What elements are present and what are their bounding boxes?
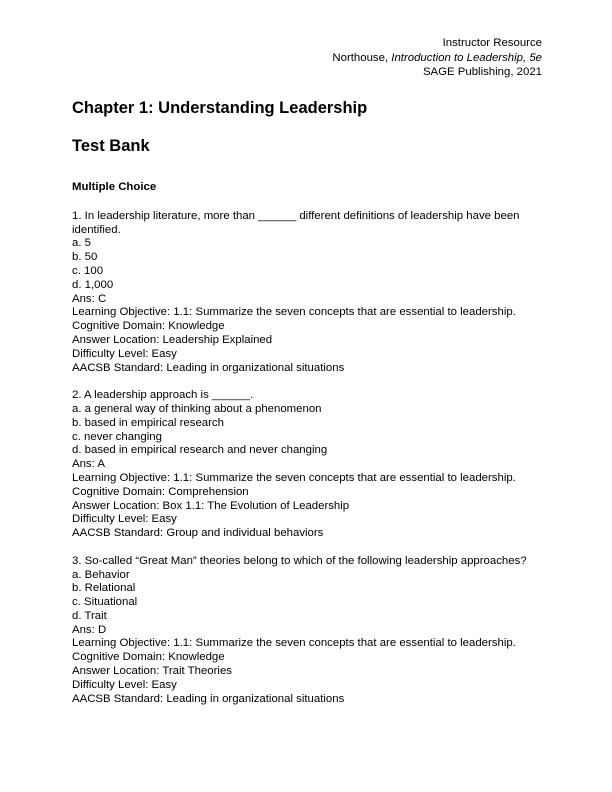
chapter-title: Chapter 1: Understanding Leadership	[72, 98, 368, 117]
question-option: c. Situational	[72, 596, 138, 609]
question-item	[72, 555, 542, 707]
question-stem: 3. So-called “Great Man” theories belong to which of the following leadership approaches?	[72, 554, 527, 567]
question-option: a. Behavior	[72, 568, 130, 581]
header-book	[72, 51, 542, 66]
aacsb-standard: AACSB Standard: Group and individual behaviors	[72, 527, 324, 540]
question-answer: Ans: A	[72, 458, 105, 471]
difficulty-level: Difficulty Level: Easy	[72, 347, 177, 360]
test-bank-heading: Test Bank	[72, 136, 150, 155]
question-item	[72, 210, 542, 376]
question-option: c. never changing	[72, 430, 162, 443]
answer-location: Answer Location: Box 1.1: The Evolution of Leadership	[72, 499, 350, 512]
header-author: Northouse,	[332, 51, 392, 64]
learning-objective: Learning Objective: 1.1: Summarize the seven concepts that are essential to leadership.	[72, 306, 516, 319]
question-option: d. Trait	[72, 609, 107, 622]
question-option: a. 5	[72, 237, 91, 250]
question-option: d. based in empirical research and never changing	[72, 444, 328, 457]
difficulty-level: Difficulty Level: Easy	[72, 513, 177, 526]
header-publisher: SAGE Publishing, 2021	[422, 66, 542, 79]
question-list	[72, 210, 542, 707]
header-book-title: Introduction to Leadership, 5e	[391, 51, 542, 64]
question-stem: 1. In leadership literature, more than ______ different definitions of leadership have been identified.	[72, 209, 520, 236]
header-resource: Instructor Resource	[442, 37, 542, 49]
question-option: d. 1,000	[72, 278, 114, 291]
question-stem: 2. A leadership approach is ______.	[72, 389, 254, 402]
question-option: b. Relational	[72, 582, 136, 595]
question-option: a. a general way of thinking about a phenomenon	[72, 402, 322, 415]
aacsb-standard: AACSB Standard: Leading in organizational situations	[72, 692, 345, 705]
aacsb-standard: AACSB Standard: Leading in organizational situations	[72, 361, 345, 374]
cognitive-domain: Cognitive Domain: Comprehension	[72, 485, 249, 498]
question-option: c. 100	[72, 264, 104, 277]
question-answer: Ans: C	[72, 292, 107, 305]
learning-objective: Learning Objective: 1.1: Summarize the seven concepts that are essential to leadership.	[72, 637, 516, 650]
question-answer: Ans: D	[72, 623, 107, 636]
answer-location: Answer Location: Leadership Explained	[72, 333, 273, 346]
answer-location: Answer Location: Trait Theories	[72, 665, 232, 678]
document-header	[72, 36, 542, 80]
section-heading: Multiple Choice	[72, 180, 157, 193]
learning-objective: Learning Objective: 1.1: Summarize the seven concepts that are essential to leadership.	[72, 471, 516, 484]
cognitive-domain: Cognitive Domain: Knowledge	[72, 651, 225, 664]
question-option: b. 50	[72, 251, 98, 264]
difficulty-level: Difficulty Level: Easy	[72, 678, 177, 691]
question-option: b. based in empirical research	[72, 416, 224, 429]
question-item	[72, 389, 542, 541]
document-page	[72, 36, 542, 720]
cognitive-domain: Cognitive Domain: Knowledge	[72, 320, 225, 333]
